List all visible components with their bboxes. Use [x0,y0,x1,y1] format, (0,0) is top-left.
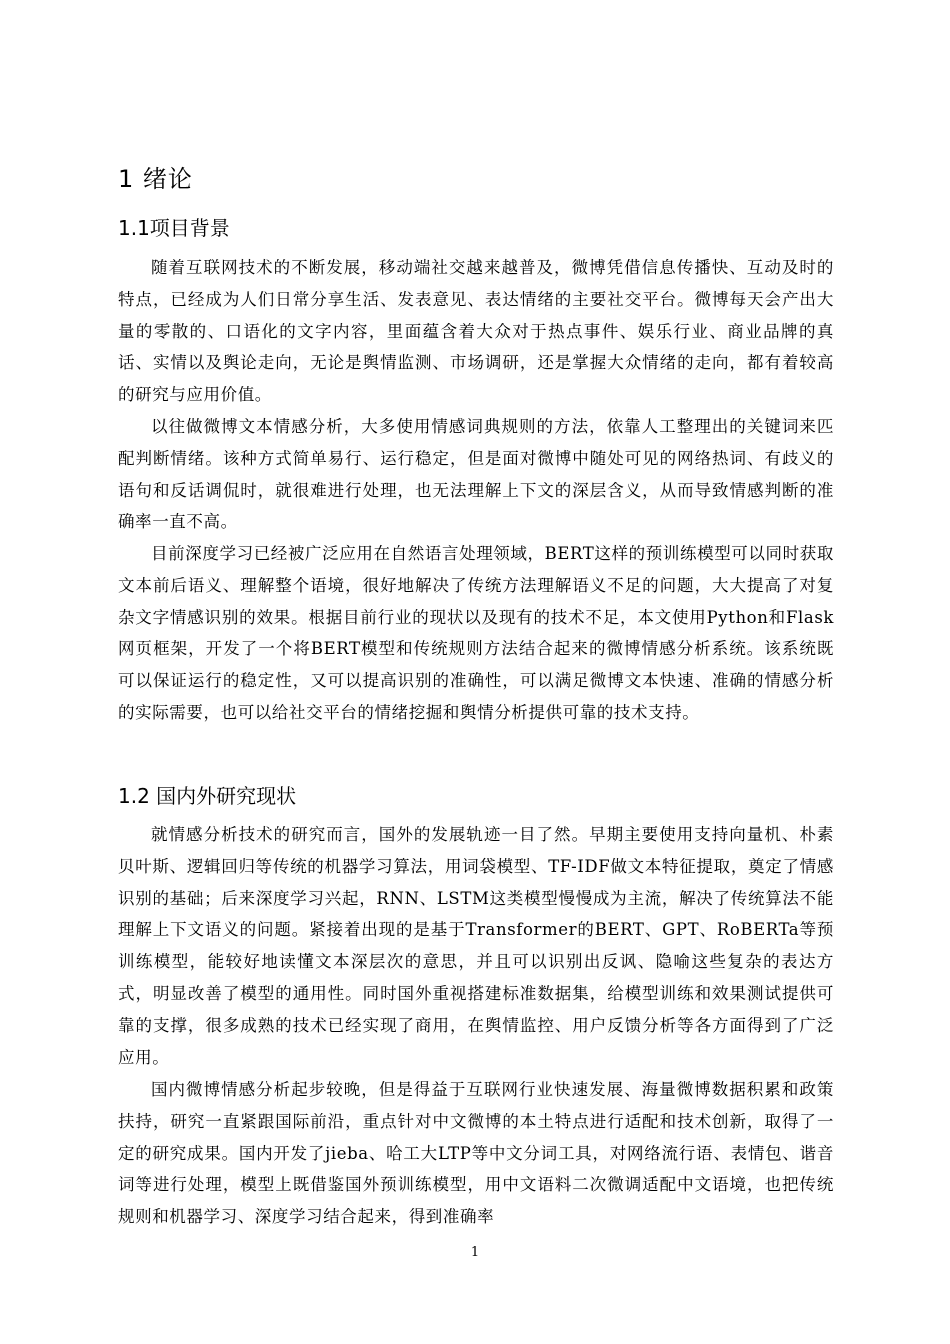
section-title-background: 1.1项目背景 [118,216,230,240]
paragraph-background-2 [118,411,834,538]
paragraph-text: 随着互联网技术的不断发展，移动端社交越来越普及，微博凭借信息传播快、互动及时的特点，已经成为人们日常分享生活、发表意见、表达情绪的主要社交平台。微博每天会产出大量的零散的、口语化的文字内容，里面蕴含着大众对于热点事件、娱乐行业、商业品牌的真话、实情以及舆论走向，无论是舆情监测、市场调研，还是掌握大众情绪的走向，都有着较高的研究与应用价值。 [118,258,834,405]
paragraph-research-2 [118,1074,834,1233]
chapter-title: 1 绪论 [118,165,193,193]
paragraph-text: 以往做微博文本情感分析，大多使用情感词典规则的方法，依靠人工整理出的关键词来匹配判断情绪。该种方式简单易行、运行稳定，但是面对微博中随处可见的网络热词、有歧义的语句和反话调侃时，就很难进行处理，也无法理解上下文的深层含义，从而导致情感判断的准确率一直不高。 [118,417,834,532]
paragraph-text: 目前深度学习已经被广泛应用在自然语言处理领域，BERT这样的预训练模型可以同时获取文本前后语义、理解整个语境，很好地解决了传统方法理解语义不足的问题，大大提高了对复杂文字情感识别的效果。根据目前行业的现状以及现有的技术不足，本文使用Python和Flask网页框架，开发了一个将BERT模型和传统规则方法结合起来的微博情感分析系统。该系统既可以保证运行的稳定性，又可以提高识别的准确性，可以满足微博文本快速、准确的情感分析的实际需要，也可以给社交平台的情绪挖掘和舆情分析提供可靠的技术支持。 [118,544,834,722]
paragraph-background-1 [118,252,834,411]
paragraph-text: 就情感分析技术的研究而言，国外的发展轨迹一目了然。早期主要使用支持向量机、朴素贝叶斯、逻辑回归等传统的机器学习算法，用词袋模型、TF-IDF做文本特征提取，奠定了情感识别的基础；后来深度学习兴起，RNN、LSTM这类模型慢慢成为主流，解决了传统算法不能理解上下文语义的问题。紧接着出现的是基于Transformer的BERT、GPT、RoBERTa等预训练模型，能较好地读懂文本深层次的意思，并且可以识别出反讽、隐喻这些复杂的表达方式，明显改善了模型的通用性。同时国外重视搭建标准数据集，给模型训练和效果测试提供可靠的支撑，很多成熟的技术已经实现了商用，在舆情监控、用户反馈分析等各方面得到了广泛应用。 [118,825,834,1067]
paragraph-text: 国内微博情感分析起步较晚，但是得益于互联网行业快速发展、海量微博数据积累和政策扶持，研究一直紧跟国际前沿，重点针对中文微博的本土特点进行适配和技术创新，取得了一定的研究成果。国内开发了jieba、哈工大LTP等中文分词工具，对网络流行语、表情包、谐音词等进行处理，模型上既借鉴国外预训练模型，用中文语料二次微调适配中文语境，也把传统规则和机器学习、深度学习结合起来，得到准确率 [118,1080,834,1227]
section-title-research-status: 1.2 国内外研究现状 [118,784,297,808]
page-number: 1 [470,1245,480,1260]
paragraph-research-1 [118,819,834,1073]
paragraph-background-3 [118,538,834,729]
